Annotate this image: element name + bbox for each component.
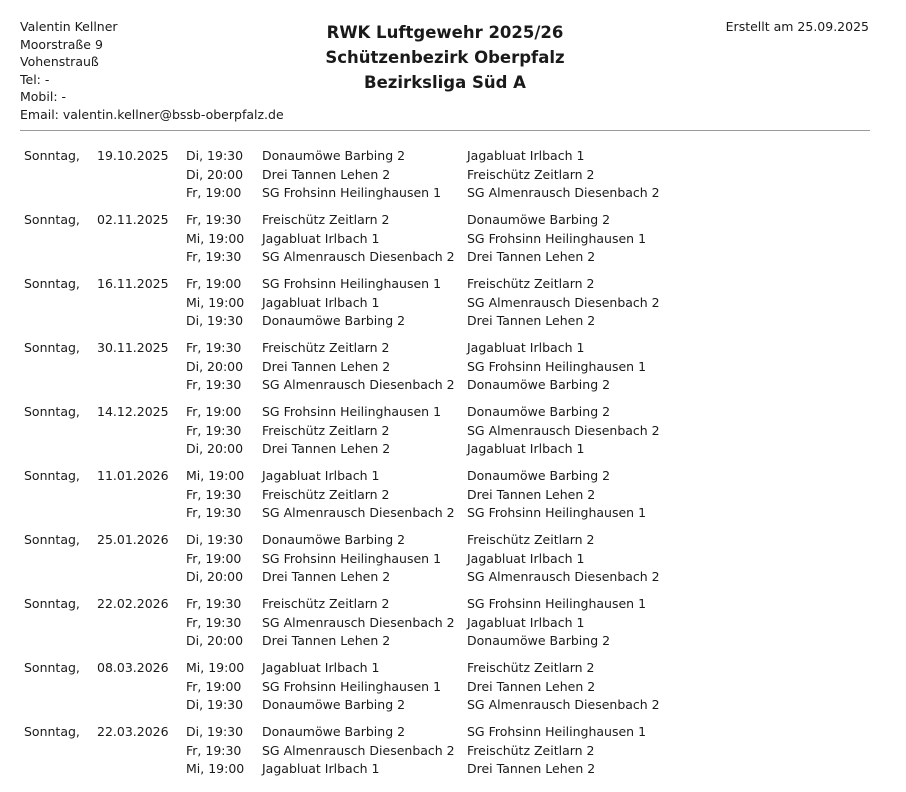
home-team: Donaumöwe Barbing 2 bbox=[262, 313, 406, 328]
home-team: Drei Tannen Lehen 2 bbox=[262, 633, 391, 648]
matchday bbox=[24, 275, 884, 331]
match-row bbox=[24, 230, 884, 249]
away-team: SG Frohsinn Heilinghausen 1 bbox=[467, 596, 647, 611]
match-time: Di, 20:00 bbox=[186, 441, 244, 456]
contact-city: Vohenstrauß bbox=[20, 54, 99, 70]
home-team: Freischütz Zeitlarn 2 bbox=[262, 422, 390, 438]
match-time: Mi, 19:00 bbox=[186, 660, 245, 675]
away-team: Jagabluat Irlbach 1 bbox=[467, 340, 585, 355]
match-time: Fr, 19:30 bbox=[186, 596, 242, 611]
away-team: Donaumöwe Barbing 2 bbox=[467, 377, 611, 392]
away-team: SG Almenrausch Diesenbach 2 bbox=[467, 185, 660, 200]
match-row bbox=[24, 595, 884, 614]
home-team: Freischütz Zeitlarn 2 bbox=[262, 596, 390, 611]
matchday-weekday: Sonntag, bbox=[24, 340, 80, 355]
away-team: Drei Tannen Lehen 2 bbox=[467, 761, 596, 776]
match-row bbox=[24, 294, 884, 313]
match-row bbox=[24, 678, 884, 697]
matchday-weekday: Sonntag, bbox=[24, 148, 80, 163]
home-team: Jagabluat Irlbach 1 bbox=[262, 230, 380, 246]
match-time: Mi, 19:00 bbox=[186, 294, 245, 310]
match-row bbox=[24, 248, 884, 267]
match-time: Fr, 19:30 bbox=[186, 742, 242, 758]
match-row bbox=[24, 166, 884, 185]
match-row bbox=[24, 403, 884, 422]
match-time: Di, 19:30 bbox=[186, 724, 244, 739]
home-team: SG Frohsinn Heilinghausen 1 bbox=[262, 276, 442, 291]
match-row bbox=[24, 184, 884, 203]
home-team: Jagabluat Irlbach 1 bbox=[262, 468, 380, 483]
title-district: Schützenbezirk Oberpfalz bbox=[325, 48, 565, 67]
match-time: Di, 20:00 bbox=[186, 569, 244, 584]
home-team: Freischütz Zeitlarn 2 bbox=[262, 486, 390, 502]
match-row bbox=[24, 760, 884, 779]
home-team: SG Almenrausch Diesenbach 2 bbox=[262, 742, 455, 758]
matchday-weekday: Sonntag, bbox=[24, 532, 80, 547]
matchday-date: 22.02.2026 bbox=[97, 596, 169, 611]
home-team: Donaumöwe Barbing 2 bbox=[262, 532, 406, 547]
match-row bbox=[24, 659, 884, 678]
away-team: Drei Tannen Lehen 2 bbox=[467, 486, 596, 502]
matchday-date: 14.12.2025 bbox=[97, 404, 169, 419]
home-team: Drei Tannen Lehen 2 bbox=[262, 358, 391, 374]
home-team: SG Frohsinn Heilinghausen 1 bbox=[262, 404, 442, 419]
match-time: Di, 19:30 bbox=[186, 148, 244, 163]
match-time: Fr, 19:30 bbox=[186, 486, 242, 502]
away-team: SG Frohsinn Heilinghausen 1 bbox=[467, 505, 647, 520]
away-team: Freischütz Zeitlarn 2 bbox=[467, 276, 595, 291]
matchday-weekday: Sonntag, bbox=[24, 212, 80, 227]
matchday-date: 16.11.2025 bbox=[97, 276, 169, 291]
document-title bbox=[245, 20, 645, 95]
matchday bbox=[24, 659, 884, 715]
home-team: Donaumöwe Barbing 2 bbox=[262, 724, 406, 739]
home-team: SG Frohsinn Heilinghausen 1 bbox=[262, 185, 442, 200]
match-row bbox=[24, 632, 884, 651]
away-team: Donaumöwe Barbing 2 bbox=[467, 212, 611, 227]
matchday-date: 22.03.2026 bbox=[97, 724, 169, 739]
match-row bbox=[24, 614, 884, 633]
contact-email: Email: valentin.kellner@bssb-oberpfalz.de bbox=[20, 106, 284, 122]
home-team: Jagabluat Irlbach 1 bbox=[262, 660, 380, 675]
matchday bbox=[24, 147, 884, 203]
match-row bbox=[24, 550, 884, 569]
match-row bbox=[24, 275, 884, 294]
match-time: Fr, 19:30 bbox=[186, 377, 242, 392]
contact-mobile: Mobil: - bbox=[20, 89, 67, 105]
matchday bbox=[24, 403, 884, 459]
home-team: SG Almenrausch Diesenbach 2 bbox=[262, 377, 455, 392]
away-team: Jagabluat Irlbach 1 bbox=[467, 550, 585, 566]
away-team: Freischütz Zeitlarn 2 bbox=[467, 742, 595, 758]
match-row bbox=[24, 312, 884, 331]
matchday bbox=[24, 595, 884, 651]
header-divider bbox=[20, 130, 870, 131]
match-time: Fr, 19:00 bbox=[186, 404, 242, 419]
match-time: Fr, 19:00 bbox=[186, 276, 242, 291]
match-time: Di, 19:30 bbox=[186, 313, 244, 328]
match-row bbox=[24, 467, 884, 486]
match-row bbox=[24, 486, 884, 505]
matchday bbox=[24, 531, 884, 587]
matchday bbox=[24, 339, 884, 395]
match-time: Di, 20:00 bbox=[186, 166, 244, 182]
matchday bbox=[24, 467, 884, 523]
match-row bbox=[24, 568, 884, 587]
match-time: Di, 19:30 bbox=[186, 532, 244, 547]
match-time: Fr, 19:00 bbox=[186, 550, 242, 566]
match-time: Di, 20:00 bbox=[186, 633, 244, 648]
away-team: SG Almenrausch Diesenbach 2 bbox=[467, 569, 660, 584]
home-team: Donaumöwe Barbing 2 bbox=[262, 148, 406, 163]
match-row bbox=[24, 742, 884, 761]
home-team: Jagabluat Irlbach 1 bbox=[262, 761, 380, 776]
match-row bbox=[24, 422, 884, 441]
matchday-date: 30.11.2025 bbox=[97, 340, 169, 355]
contact-street: Moorstraße 9 bbox=[20, 36, 103, 52]
match-row bbox=[24, 504, 884, 523]
match-row bbox=[24, 339, 884, 358]
match-time: Fr, 19:30 bbox=[186, 422, 242, 438]
contact-tel: Tel: - bbox=[20, 71, 50, 87]
matchday-date: 19.10.2025 bbox=[97, 148, 169, 163]
away-team: SG Almenrausch Diesenbach 2 bbox=[467, 697, 660, 712]
away-team: Drei Tannen Lehen 2 bbox=[467, 678, 596, 694]
matchday-weekday: Sonntag, bbox=[24, 660, 80, 675]
match-time: Fr, 19:00 bbox=[186, 678, 242, 694]
home-team: SG Frohsinn Heilinghausen 1 bbox=[262, 550, 442, 566]
match-time: Di, 19:30 bbox=[186, 697, 244, 712]
match-row bbox=[24, 696, 884, 715]
match-row bbox=[24, 147, 884, 166]
match-row bbox=[24, 376, 884, 395]
match-time: Fr, 19:30 bbox=[186, 505, 242, 520]
away-team: Donaumöwe Barbing 2 bbox=[467, 633, 611, 648]
match-row bbox=[24, 358, 884, 377]
match-schedule bbox=[24, 147, 884, 787]
matchday-weekday: Sonntag, bbox=[24, 404, 80, 419]
match-time: Fr, 19:30 bbox=[186, 212, 242, 227]
away-team: Donaumöwe Barbing 2 bbox=[467, 468, 611, 483]
matchday bbox=[24, 723, 884, 779]
home-team: SG Almenrausch Diesenbach 2 bbox=[262, 249, 455, 264]
matchday bbox=[24, 211, 884, 267]
away-team: SG Frohsinn Heilinghausen 1 bbox=[467, 724, 647, 739]
contact-name: Valentin Kellner bbox=[20, 19, 118, 34]
home-team: Jagabluat Irlbach 1 bbox=[262, 294, 380, 310]
match-time: Mi, 19:00 bbox=[186, 230, 245, 246]
home-team: Freischütz Zeitlarn 2 bbox=[262, 212, 390, 227]
home-team: Donaumöwe Barbing 2 bbox=[262, 697, 406, 712]
away-team: SG Almenrausch Diesenbach 2 bbox=[467, 422, 660, 438]
away-team: SG Almenrausch Diesenbach 2 bbox=[467, 294, 660, 310]
match-time: Mi, 19:00 bbox=[186, 468, 245, 483]
match-time: Di, 20:00 bbox=[186, 358, 244, 374]
matchday-weekday: Sonntag, bbox=[24, 724, 80, 739]
matchday-date: 25.01.2026 bbox=[97, 532, 169, 547]
away-team: Jagabluat Irlbach 1 bbox=[467, 148, 585, 163]
matchday-weekday: Sonntag, bbox=[24, 276, 80, 291]
matchday-weekday: Sonntag, bbox=[24, 596, 80, 611]
title-league: Bezirksliga Süd A bbox=[364, 73, 526, 92]
match-row bbox=[24, 531, 884, 550]
matchday-date: 08.03.2026 bbox=[97, 660, 169, 675]
away-team: Freischütz Zeitlarn 2 bbox=[467, 660, 595, 675]
away-team: Donaumöwe Barbing 2 bbox=[467, 404, 611, 419]
matchday-date: 02.11.2025 bbox=[97, 212, 169, 227]
match-time: Fr, 19:00 bbox=[186, 185, 242, 200]
home-team: SG Almenrausch Diesenbach 2 bbox=[262, 614, 455, 630]
away-team: SG Frohsinn Heilinghausen 1 bbox=[467, 358, 647, 374]
home-team: Freischütz Zeitlarn 2 bbox=[262, 340, 390, 355]
away-team: Drei Tannen Lehen 2 bbox=[467, 313, 596, 328]
match-row bbox=[24, 723, 884, 742]
matchday-date: 11.01.2026 bbox=[97, 468, 169, 483]
created-date: Erstellt am 25.09.2025 bbox=[725, 19, 869, 34]
home-team: Drei Tannen Lehen 2 bbox=[262, 441, 391, 456]
home-team: SG Almenrausch Diesenbach 2 bbox=[262, 505, 455, 520]
home-team: Drei Tannen Lehen 2 bbox=[262, 569, 391, 584]
away-team: Drei Tannen Lehen 2 bbox=[467, 249, 596, 264]
match-row bbox=[24, 211, 884, 230]
away-team: Freischütz Zeitlarn 2 bbox=[467, 166, 595, 182]
home-team: Drei Tannen Lehen 2 bbox=[262, 166, 391, 182]
match-time: Fr, 19:30 bbox=[186, 249, 242, 264]
away-team: SG Frohsinn Heilinghausen 1 bbox=[467, 230, 647, 246]
match-time: Fr, 19:30 bbox=[186, 340, 242, 355]
match-time: Fr, 19:30 bbox=[186, 614, 242, 630]
away-team: Jagabluat Irlbach 1 bbox=[467, 614, 585, 630]
away-team: Jagabluat Irlbach 1 bbox=[467, 441, 585, 456]
match-time: Mi, 19:00 bbox=[186, 761, 245, 776]
title-competition: RWK Luftgewehr 2025/26 bbox=[326, 23, 564, 42]
matchday-weekday: Sonntag, bbox=[24, 468, 80, 483]
match-row bbox=[24, 440, 884, 459]
home-team: SG Frohsinn Heilinghausen 1 bbox=[262, 678, 442, 694]
away-team: Freischütz Zeitlarn 2 bbox=[467, 532, 595, 547]
